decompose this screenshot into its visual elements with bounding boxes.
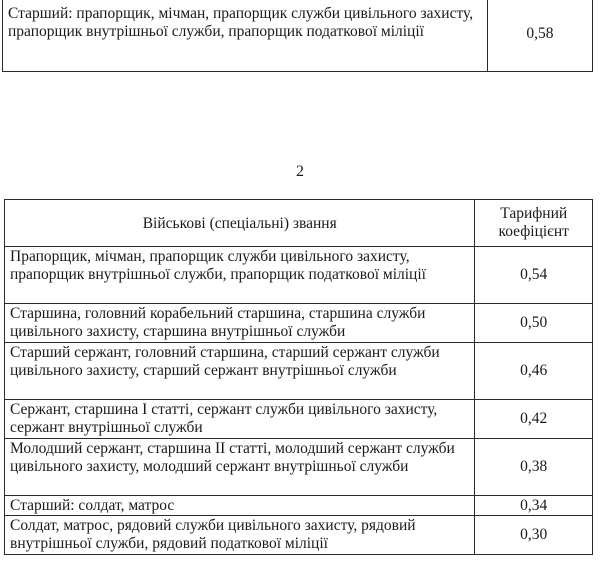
rank-cell <box>3 0 488 72</box>
header-rank: Військові (спеціальні) звання <box>5 200 475 247</box>
coefficient-cell: 0,50 <box>475 304 593 343</box>
rank-cell: Старший: солдат, матрос <box>5 496 475 516</box>
top-table-fragment <box>2 0 593 72</box>
rank-cell: Солдат, матрос, рядовий служби цивільного захисту, рядовий внутрішньої служби, рядовий податкової міліції <box>5 516 475 555</box>
coefficient-cell: 0,38 <box>475 439 593 496</box>
coefficient-value: 0,58 <box>526 25 554 42</box>
table-row <box>5 400 593 439</box>
coefficient-cell: 0,54 <box>475 247 593 304</box>
table-row <box>5 516 593 555</box>
coefficient-cell: 0,34 <box>475 496 593 516</box>
coefficient-cell: 0,46 <box>475 343 593 400</box>
page-number: 2 <box>296 163 304 180</box>
coefficient-cell <box>487 0 592 72</box>
table-row <box>5 304 593 343</box>
coefficient-cell: 0,42 <box>475 400 593 439</box>
rank-cell: Сержант, старшина I статті, сержант служби цивільного захисту, сержант внутрішньої служби <box>5 400 475 439</box>
table-row <box>5 496 593 516</box>
rank-cell: Молодший сержант, старшина II статті, молодший сержант служби цивільного захисту, молодший сержант внутрішньої служби <box>5 439 475 496</box>
table-header-row <box>5 200 593 247</box>
table-row <box>5 247 593 304</box>
table-row <box>5 343 593 400</box>
table-row <box>5 439 593 496</box>
rank-cell: Старший сержант, головний старшина, старший сержант служби цивільного захисту, старший сержант внутрішньої служби <box>5 343 475 400</box>
rank-text: Старший: прапорщик, мічман, прапорщик служби цивільного захисту, прапорщик внутрішньої служби, прапорщик податкової міліції <box>8 5 474 40</box>
coefficient-cell: 0,30 <box>475 516 593 555</box>
rank-cell: Старшина, головний корабельний старшина, старшина служби цивільного захисту, старшина внутрішньої служби <box>5 304 475 343</box>
table-row <box>3 0 593 72</box>
header-coefficient: Тарифний коефіцієнт <box>475 200 593 247</box>
rank-coefficient-table <box>4 199 593 555</box>
rank-cell: Прапорщик, мічман, прапорщик служби цивільного захисту, прапорщик внутрішньої служби, прапорщик податкової міліції <box>5 247 475 304</box>
